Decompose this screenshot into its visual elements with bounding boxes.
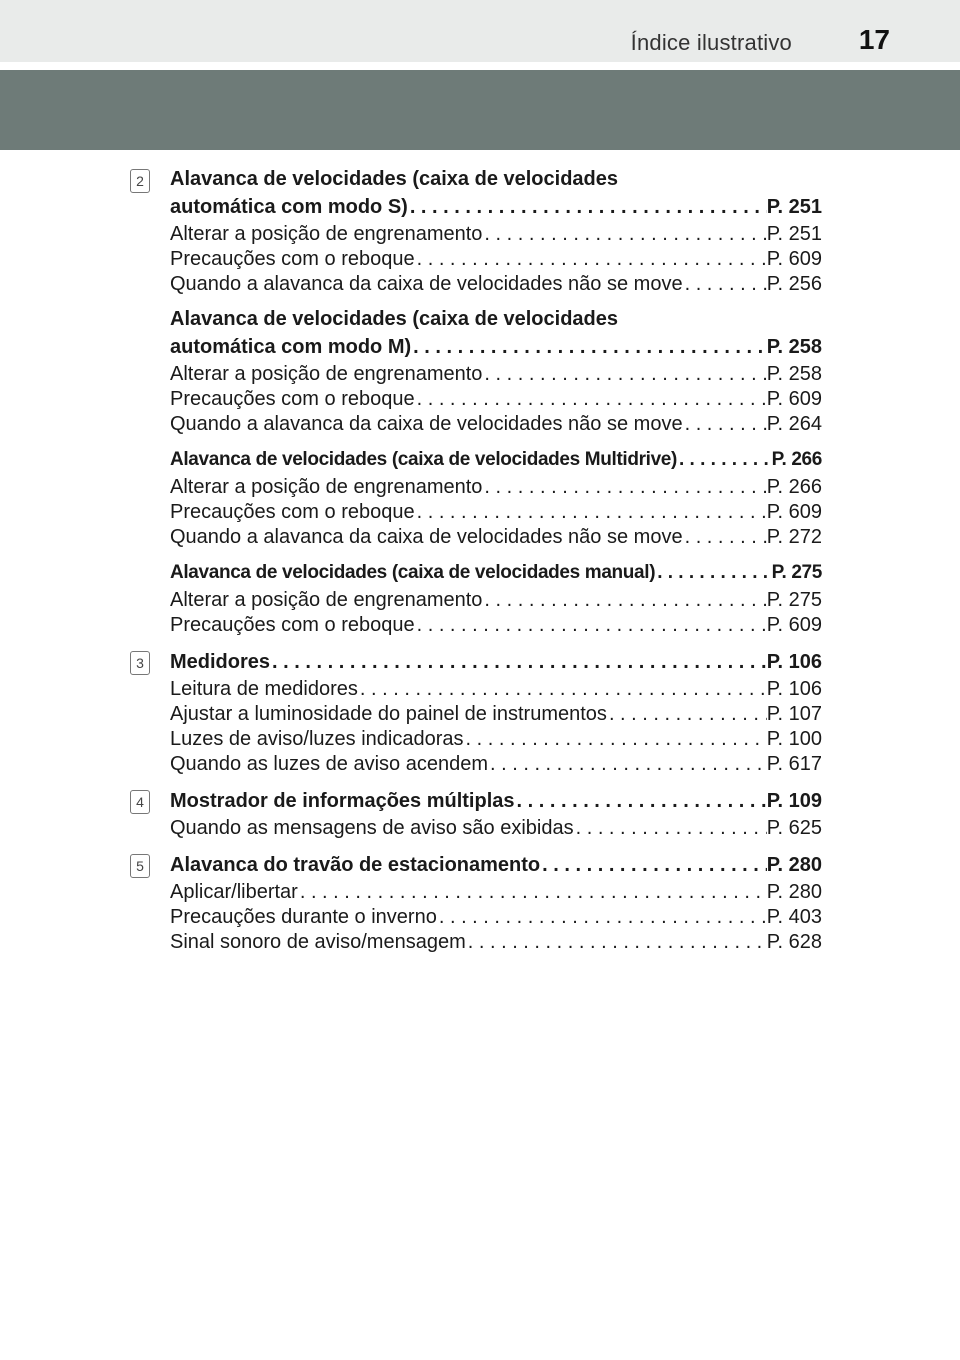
entry-label: Alterar a posição de engrenamento (170, 223, 483, 245)
entry-label: Quando a alavanca da caixa de velocidades não se move (170, 273, 683, 295)
page-reference: P. 272 (766, 526, 822, 548)
index-subgroup (170, 306, 822, 437)
index-entry[interactable] (170, 880, 822, 905)
index-entry[interactable] (170, 905, 822, 930)
index-heading-label: Alavanca de velocidades (caixa de velocidades Multidrive) (170, 449, 677, 470)
index-heading-label: automática com modo S) (170, 196, 408, 218)
page-reference: P. 609 (766, 501, 822, 523)
leader-dots (482, 362, 766, 387)
leader-dots (677, 446, 772, 474)
page-reference: P. 275 (771, 562, 822, 583)
leader-dots (415, 247, 767, 272)
index-entry[interactable] (170, 702, 822, 727)
index-subgroup (170, 851, 822, 955)
entry-label: Sinal sonoro de aviso/mensagem (170, 931, 466, 953)
index-entry[interactable] (170, 247, 822, 272)
leader-dots (415, 613, 767, 638)
entry-label: Quando as luzes de aviso acendem (170, 753, 488, 775)
leader-dots (607, 702, 767, 727)
leader-dots (574, 816, 767, 841)
entry-label: Precauções com o reboque (170, 501, 415, 523)
index-heading-row[interactable] (170, 851, 822, 879)
page-reference: P. 609 (766, 388, 822, 410)
entry-label: Quando as mensagens de aviso são exibidas (170, 817, 574, 839)
leader-dots (540, 851, 767, 879)
leader-dots (482, 588, 766, 613)
page-reference: P. 106 (766, 651, 822, 673)
index-entry[interactable] (170, 222, 822, 247)
entry-label: Quando a alavanca da caixa de velocidades não se move (170, 413, 683, 435)
leader-dots (488, 752, 767, 777)
page-reference: P. 107 (766, 703, 822, 725)
entry-label: Ajustar a luminosidade do painel de instrumentos (170, 703, 607, 725)
leader-dots (515, 787, 767, 815)
index-heading-label: Alavanca do travão de estacionamento (170, 854, 541, 876)
page-reference: P. 280 (766, 854, 822, 876)
entry-label: Alterar a posição de engrenamento (170, 476, 483, 498)
leader-dots (683, 412, 767, 437)
page-reference: P. 264 (766, 413, 822, 435)
leader-dots (683, 525, 767, 550)
index-entry[interactable] (170, 677, 822, 702)
index-subgroup (170, 446, 822, 550)
page-reference: P. 628 (766, 931, 822, 953)
page-reference: P. 251 (766, 223, 822, 245)
leader-dots (482, 222, 766, 247)
index-entry[interactable] (170, 588, 822, 613)
page-reference: P. 106 (766, 678, 822, 700)
entry-label: Alterar a posição de engrenamento (170, 363, 483, 385)
page-reference: P. 266 (766, 476, 822, 498)
index-heading-row[interactable] (170, 648, 822, 676)
group-number-badge: 2 (130, 169, 150, 193)
index-entry[interactable] (170, 272, 822, 297)
index-heading-row[interactable] (170, 446, 822, 474)
group-number-badge: 4 (130, 790, 150, 814)
entry-label: Aplicar/libertar (170, 881, 298, 903)
index-subgroup (170, 648, 822, 777)
page-header (0, 0, 960, 62)
index-subgroup (170, 787, 822, 841)
index-entry[interactable] (170, 752, 822, 777)
leader-dots (482, 475, 766, 500)
index-group-3 (0, 648, 822, 777)
entry-label: Luzes de aviso/luzes indicadoras (170, 728, 464, 750)
entry-label: Alterar a posição de engrenamento (170, 589, 483, 611)
leader-dots (270, 648, 767, 676)
leader-dots (466, 930, 767, 955)
group-number-badge: 5 (130, 854, 150, 878)
index-heading-row[interactable] (170, 193, 822, 221)
page-reference: P. 403 (766, 906, 822, 928)
page-reference: P. 617 (766, 753, 822, 775)
entry-label: Leitura de medidores (170, 678, 358, 700)
leader-dots (358, 677, 767, 702)
page-reference: P. 609 (766, 248, 822, 270)
page-reference: P. 251 (766, 196, 822, 218)
index-heading: Alavanca de velocidades (caixa de velocidades (170, 168, 619, 190)
leader-dots (415, 500, 767, 525)
leader-dots (464, 727, 767, 752)
index-entry[interactable] (170, 930, 822, 955)
section-banner (0, 70, 960, 150)
entry-label: Precauções com o reboque (170, 248, 415, 270)
entry-label: Quando a alavanca da caixa de velocidades não se move (170, 526, 683, 548)
leader-dots (408, 193, 767, 221)
index-entry[interactable] (170, 387, 822, 412)
index-heading-label: Mostrador de informações múltiplas (170, 790, 515, 812)
leader-dots (415, 387, 767, 412)
page-reference: P. 609 (766, 614, 822, 636)
page-reference: P. 256 (766, 273, 822, 295)
index-heading-row[interactable] (170, 559, 822, 587)
entry-label: Precauções com o reboque (170, 388, 415, 410)
entry-label: Precauções com o reboque (170, 614, 415, 636)
leader-dots (437, 905, 767, 930)
index-entry[interactable] (170, 613, 822, 638)
index-entry[interactable] (170, 362, 822, 387)
group-number-badge: 3 (130, 651, 150, 675)
index-entry[interactable] (170, 525, 822, 550)
page-reference: P. 266 (771, 449, 822, 470)
leader-dots (298, 880, 767, 905)
page-reference: P. 280 (766, 881, 822, 903)
index-subgroup (170, 559, 822, 638)
page-reference: P. 109 (766, 790, 822, 812)
leader-dots (655, 559, 771, 587)
index-heading-label: Alavanca de velocidades (caixa de velocidades manual) (170, 562, 656, 583)
index-group-5 (0, 851, 822, 955)
section-title: Índice ilustrativo (630, 30, 792, 55)
index-heading-row[interactable] (170, 787, 822, 815)
index-entry[interactable] (170, 816, 822, 841)
index-group-4 (0, 787, 822, 841)
index-entry[interactable] (170, 500, 822, 525)
index-subgroup (170, 166, 822, 297)
entry-label: Precauções durante o inverno (170, 906, 437, 928)
page-reference: P. 258 (766, 363, 822, 385)
index-entry[interactable] (170, 475, 822, 500)
page-reference: P. 258 (766, 336, 822, 358)
index-heading-row[interactable] (170, 333, 822, 361)
leader-dots (683, 272, 767, 297)
index-heading-label: Medidores (170, 651, 271, 673)
index-group-2 (0, 166, 822, 638)
index-heading: Alavanca de velocidades (caixa de velocidades (170, 308, 619, 330)
page-reference: P. 625 (766, 817, 822, 839)
page-reference: P. 100 (766, 728, 822, 750)
page-number: 17 (858, 24, 890, 55)
index-content (0, 166, 960, 965)
page-reference: P. 275 (766, 589, 822, 611)
index-entry[interactable] (170, 412, 822, 437)
index-heading-label: automática com modo M) (170, 336, 412, 358)
index-entry[interactable] (170, 727, 822, 752)
leader-dots (411, 333, 767, 361)
